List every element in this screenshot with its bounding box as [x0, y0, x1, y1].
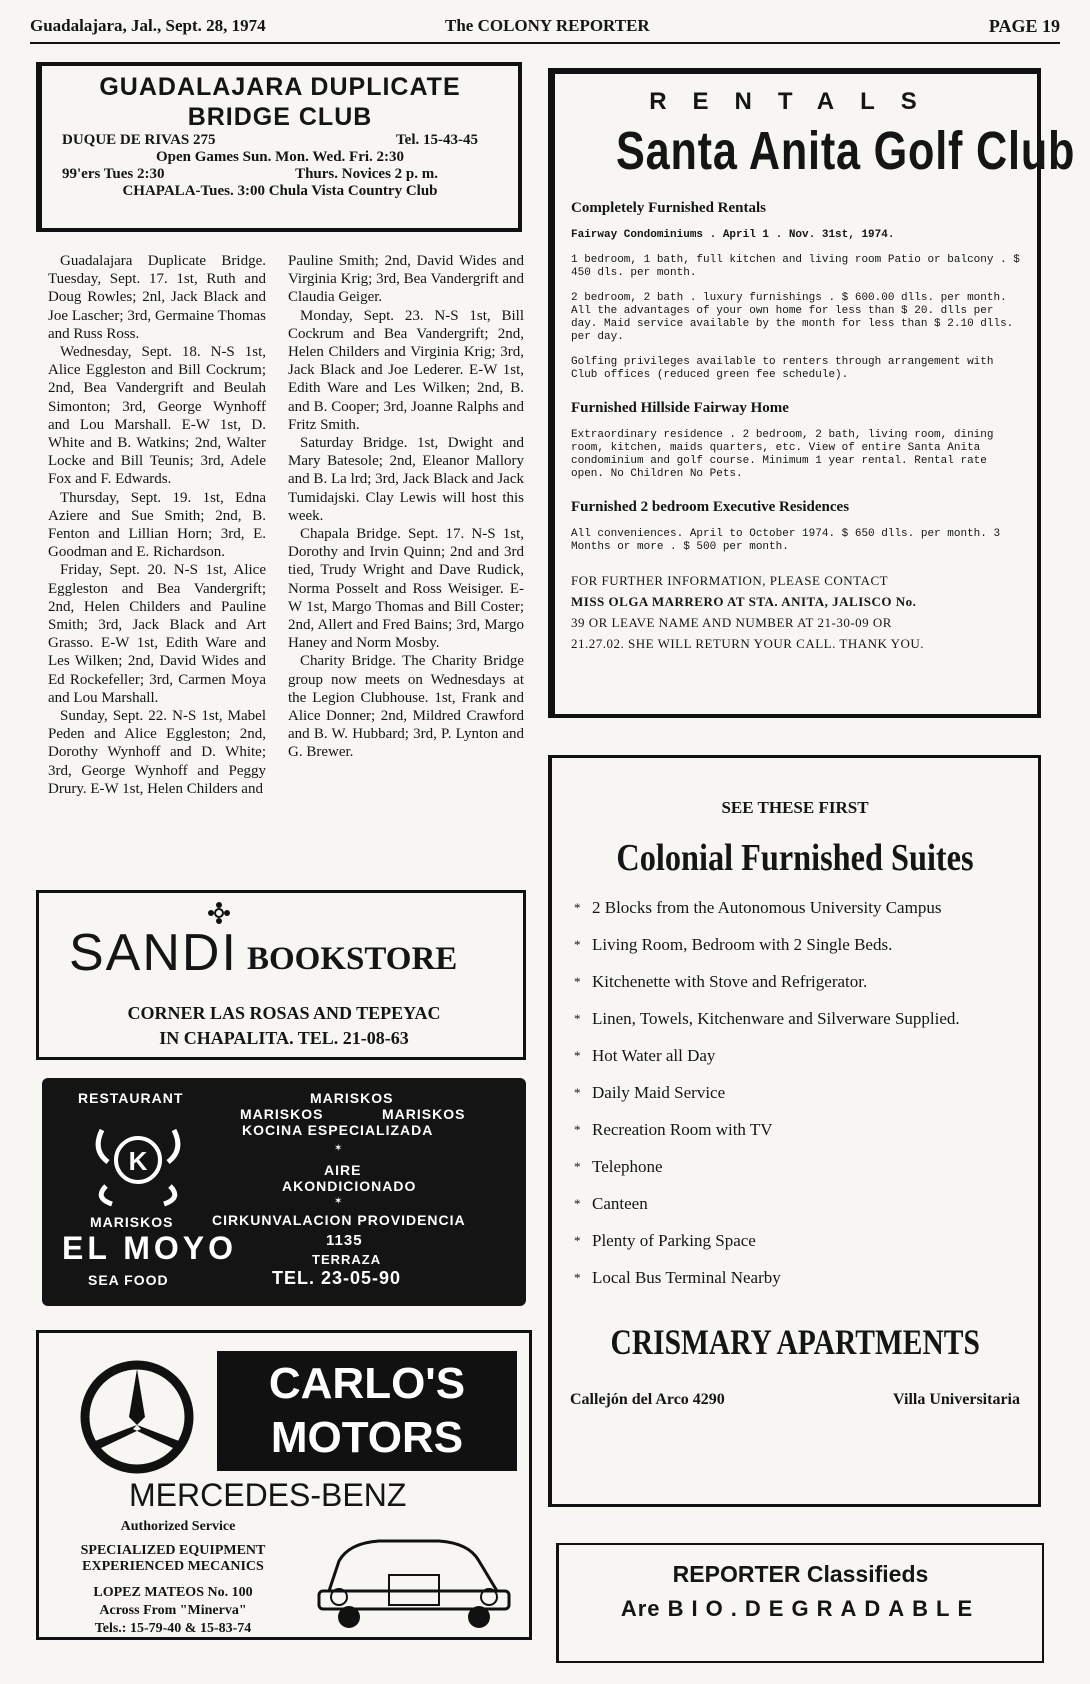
rentals-club-name: Santa Anita Golf Club	[616, 121, 1076, 181]
classifieds-ad	[556, 1543, 1044, 1663]
bullet-icon: *	[574, 1196, 581, 1211]
bridge-tel: Tel. 15-43-45	[396, 132, 478, 148]
carlos-mechanics: EXPERIENCED MECANICS	[82, 1559, 264, 1574]
moyo-kocina: KOCINA ESPECIALIZADA	[242, 1122, 434, 1138]
suite-feature-item	[570, 898, 1020, 917]
moyo-mariskos-logo: MARISKOS	[90, 1214, 174, 1230]
suite-feature-item	[570, 1268, 1020, 1287]
suite-feature-text: Daily Maid Service	[592, 1083, 726, 1102]
moyo-tel: TEL. 23-05-90	[272, 1268, 402, 1288]
contact-line: MISS OLGA MARRERO AT STA. ANITA, JALISCO No.	[571, 594, 917, 609]
moyo-mariskos-top: MARISKOS	[310, 1090, 394, 1106]
sandi-bookstore-ad	[36, 890, 526, 1060]
svg-text:K: K	[128, 1146, 148, 1176]
carlos-name-2: MOTORS	[270, 1413, 464, 1462]
suite-feature-item	[570, 1046, 1020, 1065]
bullet-icon: *	[574, 937, 581, 952]
suites-footer	[570, 1391, 1020, 1413]
moyo-terraza: TERRAZA	[312, 1252, 382, 1267]
suite-feature-item	[570, 1231, 1020, 1250]
carlos-equipment: SPECIALIZED EQUIPMENT	[80, 1543, 266, 1558]
flower-icon	[207, 901, 231, 925]
article-paragraph: Guadalajara Duplicate Bridge. Tuesday, Sept. 17. 1st, Ruth and Doug Rowles; 2nl, Jack Black and Joe Lascher; 3rd, Germaine Thomas and Russ Ross.	[48, 253, 266, 342]
rentals-golfing: Golfing privileges available to renters through arrangement with Club offices (reduced green fee schedule).	[571, 356, 994, 381]
bridge-title-1: GUADALAJARA DUPLICATE	[99, 73, 461, 101]
bridge-schedule-line	[62, 166, 498, 183]
rentals-hillside-heading: Furnished Hillside Fairway Home	[571, 400, 789, 416]
article-paragraph: Monday, Sept. 23. N-S 1st, Bill Cockrum and Bea Vandergrift; 2nd, Helen Childers and Virginia Krig; 3rd, Jack Black and Joe Lederer. E-W 1st, Edith Ware and Les Wilken; 2nd, B. and B. Cooper; 3rd, Joanne Ralphs and Fritz Smith.	[288, 307, 524, 433]
bullet-icon: *	[574, 1048, 581, 1063]
rentals-contact	[571, 570, 1021, 654]
moyo-address: CIRKUNVALACION PROVIDENCIA	[212, 1212, 466, 1228]
suite-feature-text: Hot Water all Day	[592, 1046, 716, 1065]
moyo-restaurant: RESTAURANT	[78, 1090, 184, 1106]
suites-title: Colonial Furnished Suites	[616, 837, 974, 879]
suite-feature-text: Living Room, Bedroom with 2 Single Beds.	[592, 935, 893, 954]
moyo-akondicionado: AKONDICIONADO	[282, 1178, 417, 1194]
rentals-two-bedroom: 2 bedroom, 2 bath . luxury furnishings . $ 600.00 dlls. per month. All the advantages of your own home for less than $ 20. dlls per day. Maid service available by the month for less than $ 2.10 dlls. per day.	[571, 292, 1014, 343]
suite-feature-text: Telephone	[592, 1157, 663, 1176]
bridge-99ers: 99'ers Tues 2:30	[62, 166, 165, 182]
contact-line: FOR FURTHER INFORMATION, PLEASE CONTACT	[571, 573, 889, 588]
sandi-name: BOOKSTORE	[247, 941, 458, 977]
moyo-number: 1135	[326, 1232, 363, 1249]
bridge-title-2: BRIDGE CLUB	[187, 103, 373, 131]
carlos-motors-ad	[36, 1330, 532, 1640]
suites-area: Villa Universitaria	[893, 1391, 1020, 1408]
moyo-divider: ✶	[334, 1143, 344, 1154]
article-paragraph: Charity Bridge. The Charity Bridge group now meets on Wednesdays at the Legion Clubhouse. 1st, Frank and Alice Donner; 2nd, Mildred Crawford and B. W. Hubbard; 3rd, P. Lynton and G. Brewer.	[288, 653, 524, 761]
article-paragraph: Wednesday, Sept. 18. N-S 1st, Alice Eggleston and Bill Cockrum; 2nd, Bea Vandergrift and Beulah Simonton; 3rd, George Wynhoff and Lou Marshall. E-W 1st, D. White and B. Watkins; 2nd, Walter Locke and Bill Teunis; 3rd, Adele Fox and F. Edwards.	[48, 344, 266, 488]
bridge-address-line	[62, 132, 498, 149]
suite-feature-text: Kitchenette with Stove and Refrigerator.	[592, 972, 868, 991]
carlos-tels: Tels.: 15-79-40 & 15-83-74	[94, 1621, 252, 1636]
crismary-name: CRISMARY APARTMENTS	[610, 1322, 980, 1362]
suite-feature-item	[570, 1120, 1020, 1139]
moyo-seafood: SEA FOOD	[88, 1272, 169, 1288]
car-illustration-icon	[309, 1521, 519, 1631]
bullet-icon: *	[574, 974, 581, 989]
rentals-exec: All conveniences. April to October 1974. $ 650 dlls. per month. 3 Months or more . $ 500 per month.	[571, 528, 1001, 553]
sandi-tel: IN CHAPALITA. TEL. 21-08-63	[159, 1028, 409, 1048]
article-paragraph: Sunday, Sept. 22. N-S 1st, Mabel Peden and Alice Eggleston; 2nd, Dorothy Wynhoff and D. White; 3rd, George Wynhoff and Peggy Drury. E-W 1st, Helen Childers and	[48, 708, 266, 797]
article-paragraph: Chapala Bridge. Sept. 17. N-S 1st, Dorothy and Irvin Quinn; 2nd and 3rd tied, Trudy Wright and Dave Rudick, Norma Posselt and Ross Weisiger. E-W 1st, Margo Thomas and Bill Coster; 2nd, Allert and Fred Bains; 3rd, Margo Haney and Norm Mosby.	[288, 526, 524, 652]
bridge-address: DUQUE DE RIVAS 275	[62, 132, 216, 148]
article-paragraph: Friday, Sept. 20. N-S 1st, Alice Eggleston and Bea Vandergrift; 2nd, Helen Childers and Pauline Smith; 3rd, Jack Black and Art Grasso. E-W 1st, Edith Ware and Les Wilken; 2nd, David Wides and Ed Rockefeller; 3rd, Carmen Moya and Lou Marshall.	[48, 562, 266, 706]
bullet-icon: *	[574, 1159, 581, 1174]
bullet-icon: *	[574, 1122, 581, 1137]
moyo-aire: AIRE	[324, 1162, 362, 1178]
carlos-address: LOPEZ MATEOS No. 100	[93, 1585, 253, 1600]
classifieds-biodegradable: BIO.DEGRADABLE	[667, 1596, 981, 1621]
suite-feature-text: Canteen	[592, 1194, 648, 1213]
article-column-1	[48, 252, 266, 798]
rentals-subtitle: Completely Furnished Rentals	[571, 200, 766, 216]
bridge-chapala: CHAPALA-Tues. 3:00 Chula Vista Country Club	[122, 183, 438, 199]
lobster-logo-icon	[82, 1110, 194, 1210]
bridge-open-games: Open Games Sun. Mon. Wed. Fri. 2:30	[155, 149, 405, 165]
carlos-service: Authorized Service	[120, 1519, 236, 1534]
suites-list	[570, 898, 1020, 1287]
suite-feature-item	[570, 1157, 1020, 1176]
classifieds-line-2	[559, 1596, 1042, 1622]
suite-feature-item	[570, 1009, 1020, 1028]
rentals-title: RENTALS	[649, 88, 943, 115]
classifieds-are: Are	[620, 1596, 661, 1621]
page-number: PAGE 19	[988, 16, 1060, 36]
suites-pre-title: SEE THESE FIRST	[721, 798, 869, 817]
bullet-icon: *	[574, 900, 581, 915]
bullet-icon: *	[574, 1233, 581, 1248]
suite-feature-text: Local Bus Terminal Nearby	[592, 1268, 781, 1287]
suites-ad	[548, 755, 1041, 1507]
sandi-address: CORNER LAS ROSAS AND TEPEYAC	[127, 1003, 441, 1023]
rentals-one-bedroom: 1 bedroom, 1 bath, full kitchen and living room Patio or balcony . $ 450 dls. per month.	[571, 254, 1020, 279]
article-paragraph: Thursday, Sept. 19. 1st, Edna Aziere and Sue Smith; 2nd, B. Fenton and Lillian Horn; 3rd, E. Goodman and E. Richardson.	[48, 489, 266, 561]
carlos-brand: MERCEDES-BENZ	[129, 1477, 407, 1513]
suite-feature-text: 2 Blocks from the Autonomous University Campus	[592, 898, 942, 917]
suites-address: Callejón del Arco 4290	[570, 1391, 725, 1408]
bullet-icon: *	[574, 1270, 581, 1285]
suite-feature-item	[570, 972, 1020, 991]
rentals-ad	[548, 68, 1076, 718]
rentals-hillside: Extraordinary residence . 2 bedroom, 2 bath, living room, dining room, kitchen, maids quarters, etc. View of entire Santa Anita condominium and golf course. Minimum 1 year rental. Rental rate open. No Children No Pets.	[571, 429, 994, 480]
suite-feature-item	[570, 1083, 1020, 1102]
bullet-icon: *	[574, 1011, 581, 1026]
contact-line: 21.27.02. SHE WILL RETURN YOUR CALL. THANK YOU.	[571, 636, 925, 651]
suite-feature-item	[570, 1194, 1020, 1213]
moyo-name: EL MOYO	[62, 1230, 237, 1266]
dateline: Guadalajara, Jal., Sept. 28, 1974	[30, 16, 266, 35]
article-paragraph: Pauline Smith; 2nd, David Wides and Virginia Krig; 3rd, Bea Vandergrift and Claudia Geiger.	[288, 253, 524, 306]
contact-line: 39 OR LEAVE NAME AND NUMBER AT 21-30-09 OR	[571, 615, 892, 630]
article-paragraph: Saturday Bridge. 1st, Dwight and Mary Batesole; 2nd, Eleanor Mallory and B. La lrd; 3rd, Jack Black and Jack Tumidajski. Clay Lewis will host this week.	[288, 435, 524, 524]
moyo-mariskos-a: MARISKOS	[240, 1106, 324, 1122]
carlos-name-1: CARLO'S	[268, 1359, 466, 1408]
page-header	[30, 12, 1060, 44]
sandi-logo: SANDI	[69, 924, 238, 982]
suite-feature-text: Recreation Room with TV	[592, 1120, 773, 1139]
moyo-mariskos-b: MARISKOS	[382, 1106, 466, 1122]
carlos-name-block	[217, 1351, 517, 1471]
moyo-divider: ✶	[334, 1196, 344, 1207]
rentals-exec-heading: Furnished 2 bedroom Executive Residences	[571, 499, 850, 515]
classifieds-line-1: REPORTER Classifieds	[672, 1561, 929, 1587]
suite-feature-item	[570, 935, 1020, 954]
article-column-2	[288, 252, 524, 762]
mercedes-star-icon	[79, 1359, 195, 1475]
carlos-across: Across From "Minerva"	[99, 1603, 247, 1618]
suite-feature-text: Plenty of Parking Space	[592, 1231, 756, 1250]
bullet-icon: *	[574, 1085, 581, 1100]
el-moyo-ad	[42, 1078, 526, 1306]
suite-feature-text: Linen, Towels, Kitchenware and Silverware Supplied.	[592, 1009, 960, 1028]
newspaper-name: The COLONY REPORTER	[445, 16, 650, 35]
rentals-condos: Fairway Condominiums . April 1 . Nov. 31st, 1974.	[571, 229, 895, 241]
bridge-novices: Thurs. Novices 2 p. m.	[295, 166, 438, 182]
bridge-club-ad	[36, 62, 522, 232]
